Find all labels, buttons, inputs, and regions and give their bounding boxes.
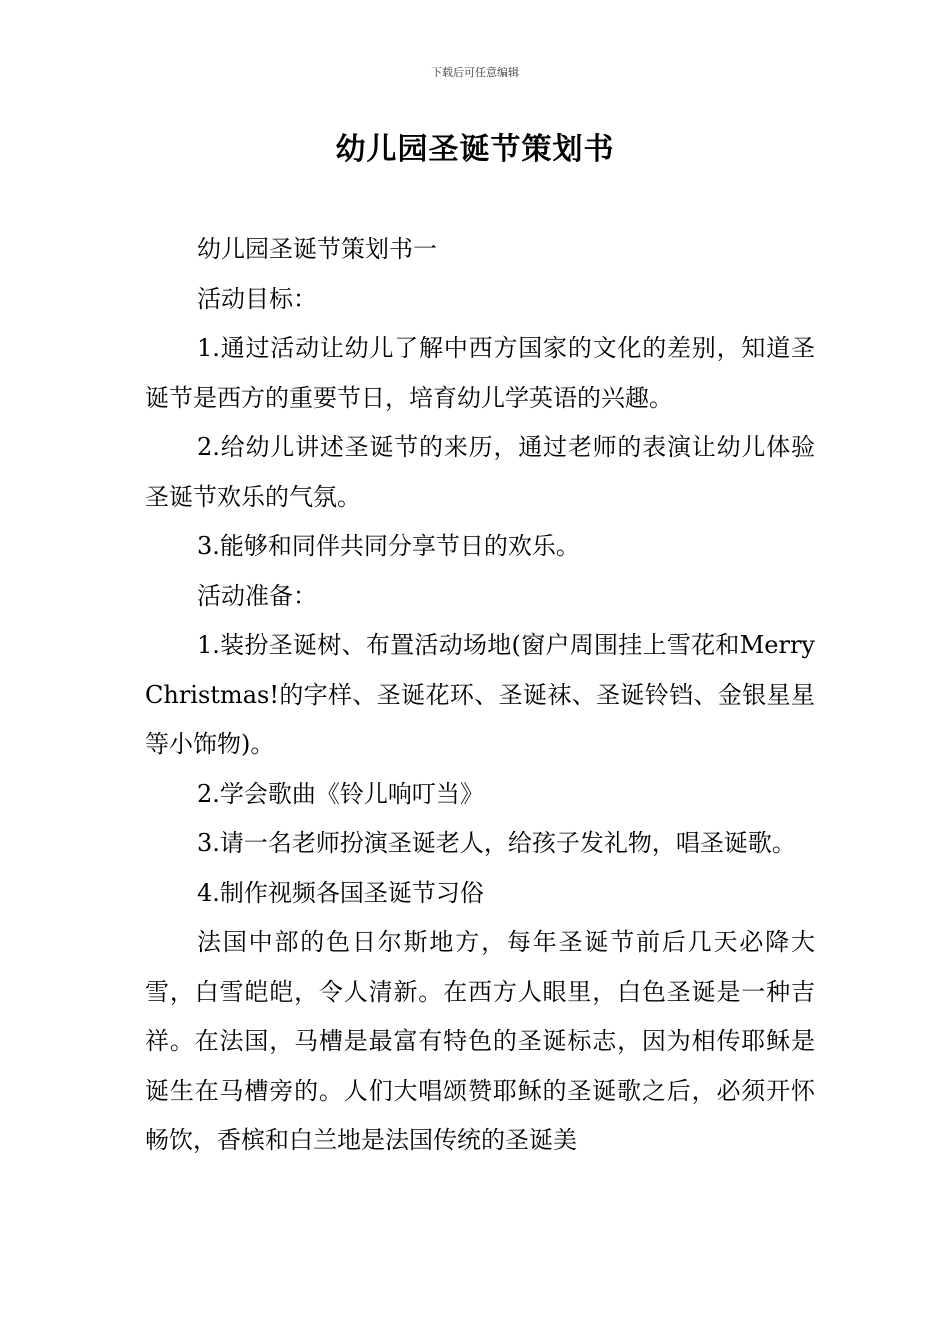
paragraph-prep-3: 3.请一名老师扮演圣诞老人，给孩子发礼物，唱圣诞歌。 bbox=[197, 829, 796, 857]
paragraph-prep-1: 1.装扮圣诞树、布置活动场地(窗户周围挂上雪花和Merry Christmas!的字样、圣诞花环、圣诞袜、圣诞铃铛、金银星星等小饰物)。 bbox=[145, 631, 815, 758]
paragraph-prep-heading: 活动准备： bbox=[197, 581, 317, 610]
paragraph-goal-1: 1.通过活动让幼儿了解中西方国家的文化的差别，知道圣诞节是西方的重要节日，培育幼儿学英语的兴趣。 bbox=[145, 334, 815, 412]
paragraph-goals-heading: 活动目标： bbox=[197, 284, 317, 313]
header-note: 下载后可任意编辑 bbox=[431, 66, 519, 79]
document-body bbox=[145, 225, 815, 1166]
document-title: 幼儿园圣诞节策划书 bbox=[335, 132, 615, 167]
paragraph-goal-3: 3.能够和同伴共同分享节日的欢乐。 bbox=[197, 532, 580, 560]
paragraph-prep-4: 4.制作视频各国圣诞节习俗 bbox=[197, 878, 484, 907]
paragraph-prep-2: 2.学会歌曲《铃儿响叮当》 bbox=[197, 779, 484, 808]
paragraph-france-custom: 法国中部的色日尔斯地方，每年圣诞节前后几天必降大雪，白雪皑皑，令人清新。在西方人眼里，白色圣诞是一种吉祥。在法国，马槽是最富有特色的圣诞标志，因为相传耶稣是诞生在马槽旁的。人们大唱颂赞耶稣的圣诞歌之后，必须开怀畅饮，香槟和白兰地是法国传统的圣诞美 bbox=[145, 928, 815, 1154]
paragraph-subtitle: 幼儿园圣诞节策划书一 bbox=[197, 235, 437, 263]
paragraph-goal-2: 2.给幼儿讲述圣诞节的来历，通过老师的表演让幼儿体验圣诞节欢乐的气氛。 bbox=[145, 433, 815, 511]
